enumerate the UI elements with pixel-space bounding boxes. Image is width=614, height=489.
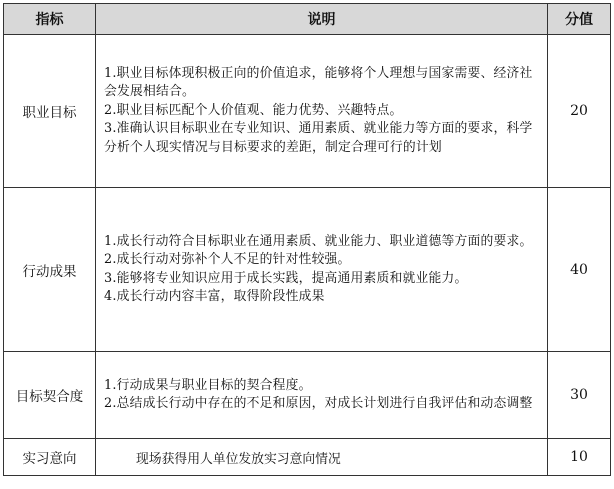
header-row <box>4 4 611 35</box>
header-score: 分值 <box>548 4 611 35</box>
header-description: 说明 <box>96 4 548 35</box>
row-description: 现场获得用人单位发放实习意向情况 <box>96 439 548 476</box>
header-indicator: 指标 <box>4 4 96 35</box>
row-description <box>96 352 548 439</box>
description-item: 3.准确认识目标职业在专业知识、通用素质、就业能力等方面的要求，科学分析个人现实情况与目标要求的差距，制定合理可行的计划 <box>104 121 533 155</box>
description-item: 1.职业目标体现积极正向的价值追求，能够将个人理想与国家需要、经济社会发展相结合。 <box>104 65 533 100</box>
description-item: 2.成长行动对弥补个人不足的针对性较强。 <box>104 252 351 267</box>
row-indicator: 职业目标 <box>4 35 96 188</box>
row-score: 10 <box>548 439 611 476</box>
row-description <box>96 35 548 188</box>
table-row <box>4 352 611 439</box>
description-item: 4.成长行动内容丰富，取得阶段性成果 <box>104 289 325 304</box>
description-item: 1.成长行动符合目标职业在通用素质、就业能力、职业道德等方面的要求。 <box>104 233 533 249</box>
scoring-table <box>3 3 611 476</box>
description-item: 2.职业目标匹配个人价值观、能力优势、兴趣特点。 <box>104 102 403 118</box>
description-item: 2.总结成长行动中存在的不足和原因，对成长计划进行自我评估和动态调整 <box>104 396 533 411</box>
description-item: 3.能够将专业知识应用于成长实践，提高通用素质和就业能力。 <box>104 270 468 286</box>
row-indicator: 行动成果 <box>4 188 96 352</box>
row-indicator: 实习意向 <box>4 439 96 476</box>
table-row <box>4 439 611 476</box>
row-description <box>96 188 548 352</box>
row-score: 40 <box>548 188 611 352</box>
row-indicator: 目标契合度 <box>4 352 96 439</box>
table-row <box>4 35 611 188</box>
row-score: 30 <box>548 352 611 439</box>
row-score: 20 <box>548 35 611 188</box>
description-item: 1.行动成果与职业目标的契合程度。 <box>104 377 312 393</box>
table-row <box>4 188 611 352</box>
